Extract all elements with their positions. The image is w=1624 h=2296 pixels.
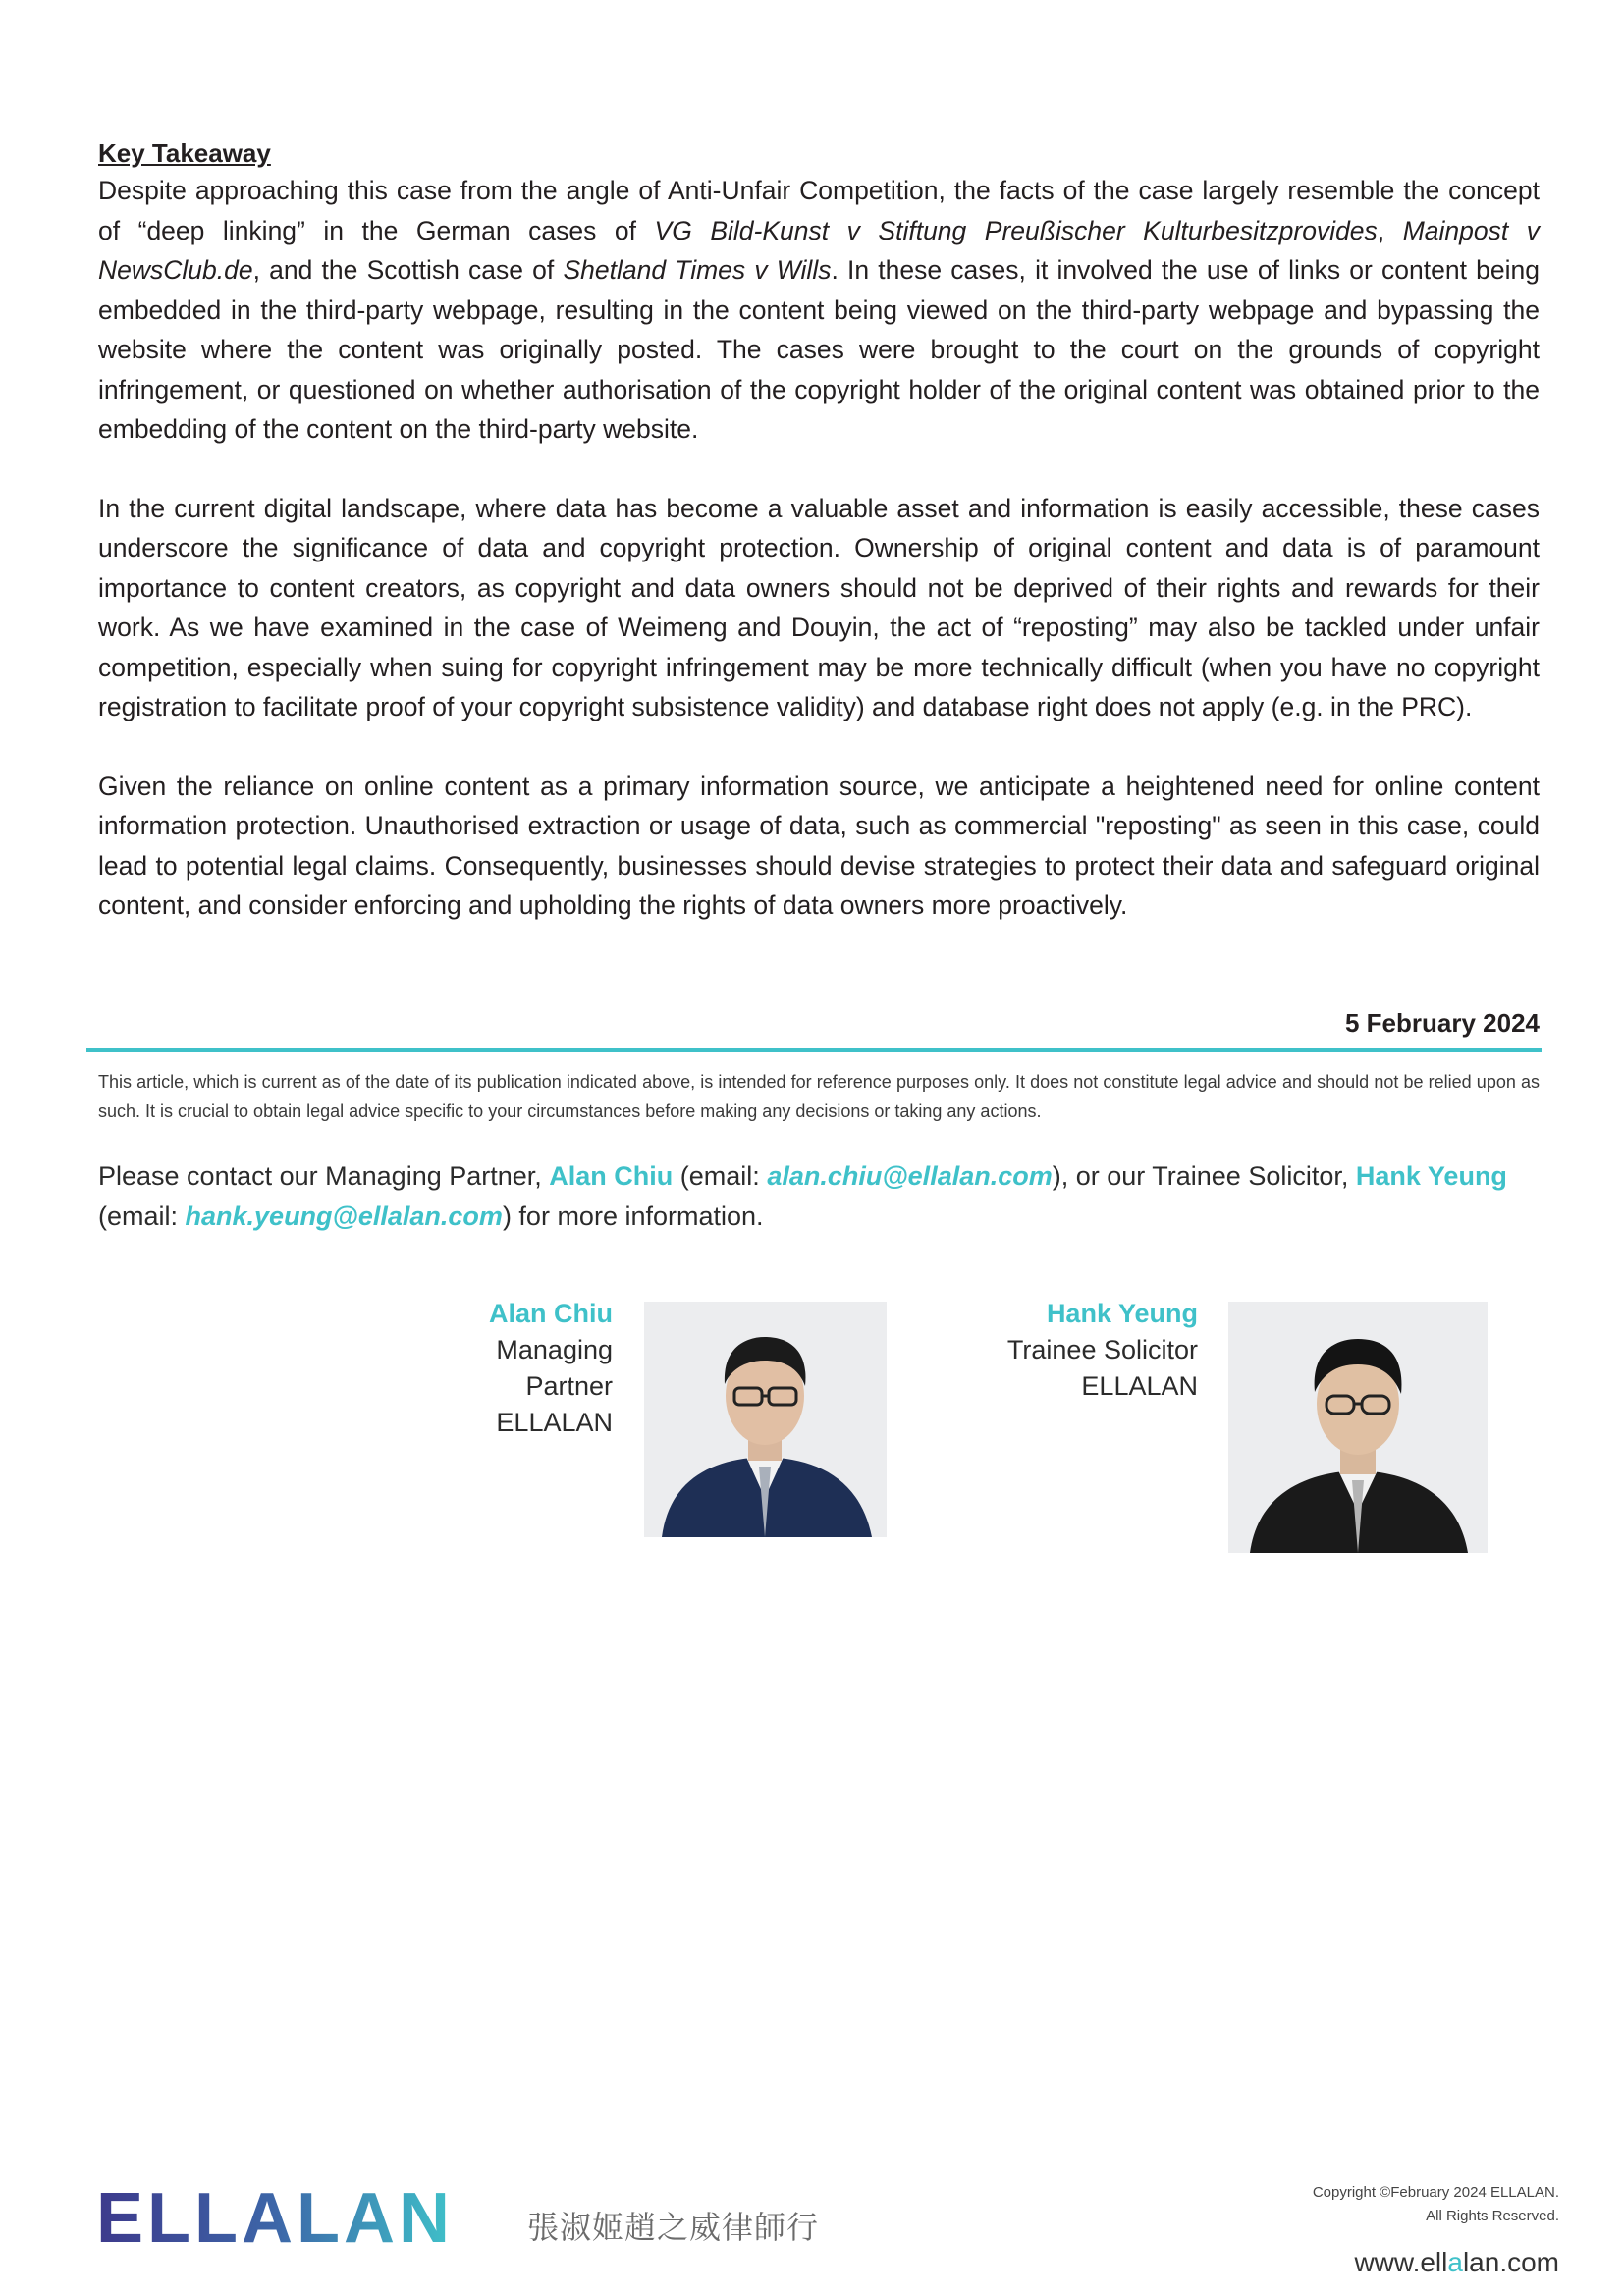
p1-text-2: ,: [1377, 215, 1403, 245]
portrait-photo-alan: [644, 1302, 887, 1537]
disclaimer-text: This article, which is current as of the date of its publication indicated above, is intended for reference purposes only. It does not constitute legal advice and should not be relied upon as such. It is crucial to obtain legal advice specific to your circumstances before making any decisions or taking any actions.: [98, 1072, 1540, 1121]
rights-line: All Rights Reserved.: [1426, 2208, 1559, 2224]
person-card-alan: [432, 1296, 613, 1441]
website-link[interactable]: [1354, 2247, 1559, 2278]
person-name: Alan Chiu: [489, 1299, 613, 1328]
p1-text-4: . In these cases, it involved the use of links or content being embedded in the third-party webpage, resulting in the content being viewed on the third-party webpage and bypassing the website where the content was originally posted. The cases were brought to the court on the grounds of copyright infringement, or questioned on whether authorisation of the copyright holder of the original content was obtained prior to the embedding of the content on the third-party website.: [98, 255, 1540, 444]
paragraph-1: [98, 171, 1540, 450]
paragraph-2: In the current digital landscape, where data has become a valuable asset and information is easily accessible, these cases underscore the significance of data and copyright protection. Ownership of original content and data is of paramount importance to content creators, as copyright and data owners should not be deprived of their rights and rewards for their work. As we have examined in the case of Weimeng and Douyin, the act of “reposting” may also be tackled under unfair competition, especially when suing for copyright infringement may be more technically difficult (when you have no copyright registration to facilitate proof of your copyright subsistence validity) and database right does not apply (e.g. in the PRC).: [98, 493, 1540, 721]
person-title-line: Trainee Solicitor: [1006, 1335, 1198, 1364]
paragraph-3: Given the reliance on online content as a primary information source, we anticipate a heightened need for online content information protection. Unauthorised extraction or usage of data, such as commercial "reposting" as seen in this case, could lead to potential legal claims. Consequently, businesses should devise strategies to protect their data and safeguard original content, and consider enforcing and upholding the rights of data owners more proactively.: [98, 771, 1540, 920]
article-body: [98, 135, 1540, 926]
p1-text-1: Despite approaching this case from the angle of Anti-Unfair Competition, the facts of the case largely resemble the concept of “deep linking” in the German cases of: [98, 176, 1540, 245]
contact-text-4: (email:: [98, 1201, 186, 1231]
person-title-line: Managing: [496, 1335, 613, 1364]
contact-text-1: Please contact our Managing Partner,: [98, 1161, 550, 1191]
contact-name-alan: Alan Chiu: [549, 1161, 674, 1191]
copyright-line: Copyright ©February 2024 ELLALAN.: [1312, 2184, 1559, 2201]
firm-chinese-name: 張淑姬趙之威律師行: [527, 2209, 820, 2246]
p1-text-3: , and the Scottish case of: [252, 255, 564, 285]
portrait-photo-hank: [1228, 1302, 1488, 1553]
person-card-hank: [943, 1296, 1198, 1405]
person-firm-line: ELLALAN: [1081, 1371, 1198, 1401]
contact-text-3: ), or our Trainee Solicitor,: [1052, 1161, 1356, 1191]
case-name-shetland-times: Shetland Times v Wills: [563, 255, 832, 285]
email-link-hank[interactable]: hank.yeung@ellalan.com: [185, 1201, 503, 1231]
case-name-vg-bild-kunst: VG Bild-Kunst v Stiftung Preußischer Kulturbesitzprovides: [654, 215, 1378, 245]
website-part: lan.com: [1462, 2247, 1559, 2277]
copyright-notice: [1313, 2181, 1559, 2228]
contact-name-hank: Hank Yeung: [1355, 1161, 1507, 1191]
contact-text-5: ) for more information.: [502, 1201, 764, 1231]
svg-text:ELLALAN: ELLALAN: [96, 2181, 454, 2250]
publication-date: 5 February 2024: [1344, 1008, 1540, 1038]
contact-text-2: (email:: [673, 1161, 768, 1191]
key-takeaway-heading: Key Takeaway: [98, 138, 271, 168]
website-part-accent: a: [1447, 2247, 1463, 2277]
email-link-alan[interactable]: alan.chiu@ellalan.com: [767, 1161, 1053, 1191]
case-name-mainpost: Mainpost v NewsClub.de: [98, 215, 1540, 285]
person-firm-line: ELLALAN: [496, 1408, 613, 1437]
contact-paragraph: [98, 1156, 1540, 1237]
website-part: www.ell: [1354, 2247, 1448, 2277]
divider-line: [86, 1048, 1542, 1052]
person-name: Hank Yeung: [1046, 1299, 1198, 1328]
ellalan-logo: [96, 2181, 489, 2250]
person-title-line: Partner: [525, 1371, 613, 1401]
